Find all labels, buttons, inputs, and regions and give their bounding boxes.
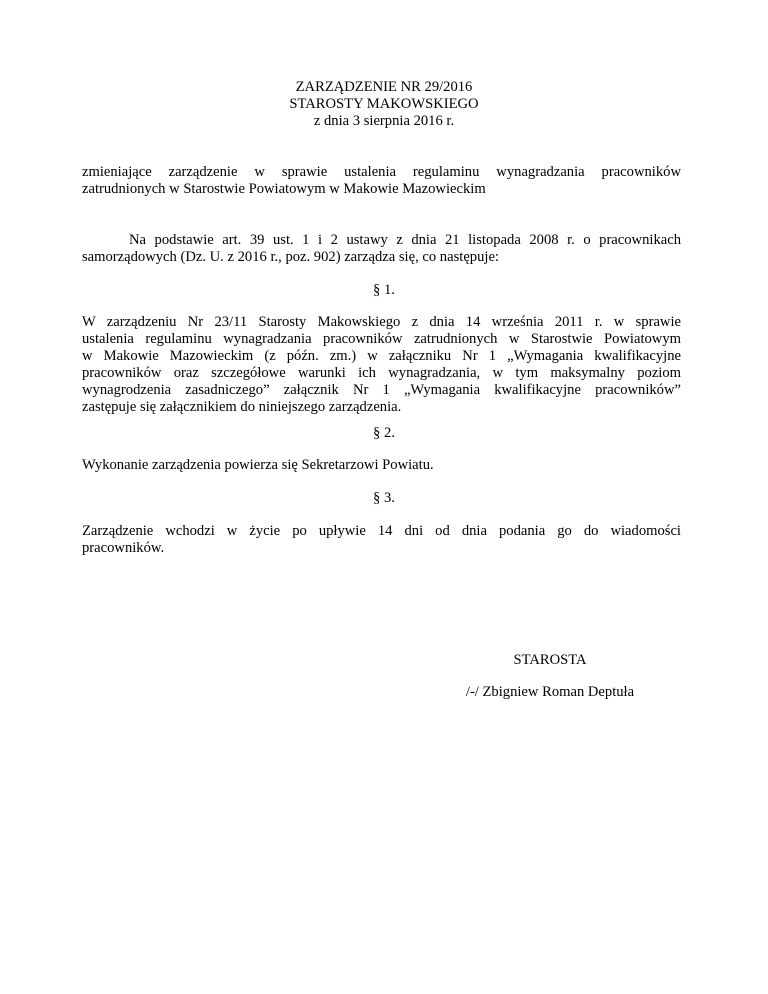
section-3-sign: § 3. [373,490,395,506]
section-1-line: wynagrodzenia zasadniczego” załącznik Nr 1 „Wymagania kwalifikacyjne pracowników” [82,382,681,398]
document-header [0,79,768,130]
subject-line: zmieniające zarządzenie w sprawie ustalenia regulaminu wynagradzania pracowników [82,164,681,180]
document-date: z dnia 3 sierpnia 2016 r. [313,113,455,129]
document-title: ZARZĄDZENIE NR 29/2016 [295,79,473,95]
section-2-line: Wykonanie zarządzenia powierza się Sekretarzowi Powiatu. [82,457,434,473]
section-1-sign: § 1. [373,282,395,298]
section-1-line: W zarządzeniu Nr 23/11 Starosty Makowskiego z dnia 14 września 2011 r. w sprawie [82,314,681,330]
section-2-text [82,457,681,474]
signature-name: /-/ Zbigniew Roman Deptuła [465,684,635,700]
section-2-sign: § 2. [373,425,395,441]
legal-basis [82,232,681,266]
section-1-line: pracowników oraz szczegółowe warunki ich wynagradzania, w tym maksymalny poziom [82,365,681,381]
section-3-text [82,523,681,557]
legal-basis-line: Na podstawie art. 39 ust. 1 i 2 ustawy z dnia 21 listopada 2008 r. o pracownikach [129,232,681,248]
section-1-text [82,314,681,416]
signature-title: STAROSTA [513,652,587,668]
document-subject [82,164,681,198]
legal-basis-line: samorządowych (Dz. U. z 2016 r., poz. 902) zarządza się, co następuje: [82,249,499,265]
section-1-line: w Makowie Mazowieckim (z późn. zm.) w załączniku Nr 1 „Wymagania kwalifikacyjne [82,348,681,364]
section-3-line: pracowników. [82,540,165,556]
subject-line: zatrudnionych w Starostwie Powiatowym w Makowie Mazowieckim [82,181,486,197]
section-3-line: Zarządzenie wchodzi w życie po upływie 14 dni od dnia podania go do wiadomości [82,523,681,539]
section-1-line: zastępuje się załącznikiem do niniejszego zarządzenia. [82,399,402,415]
issuer: STAROSTY MAKOWSKIEGO [289,96,479,112]
section-1-line: ustalenia regulaminu wynagradzania pracowników zatrudnionych w Starostwie Powiatowym [82,331,681,347]
